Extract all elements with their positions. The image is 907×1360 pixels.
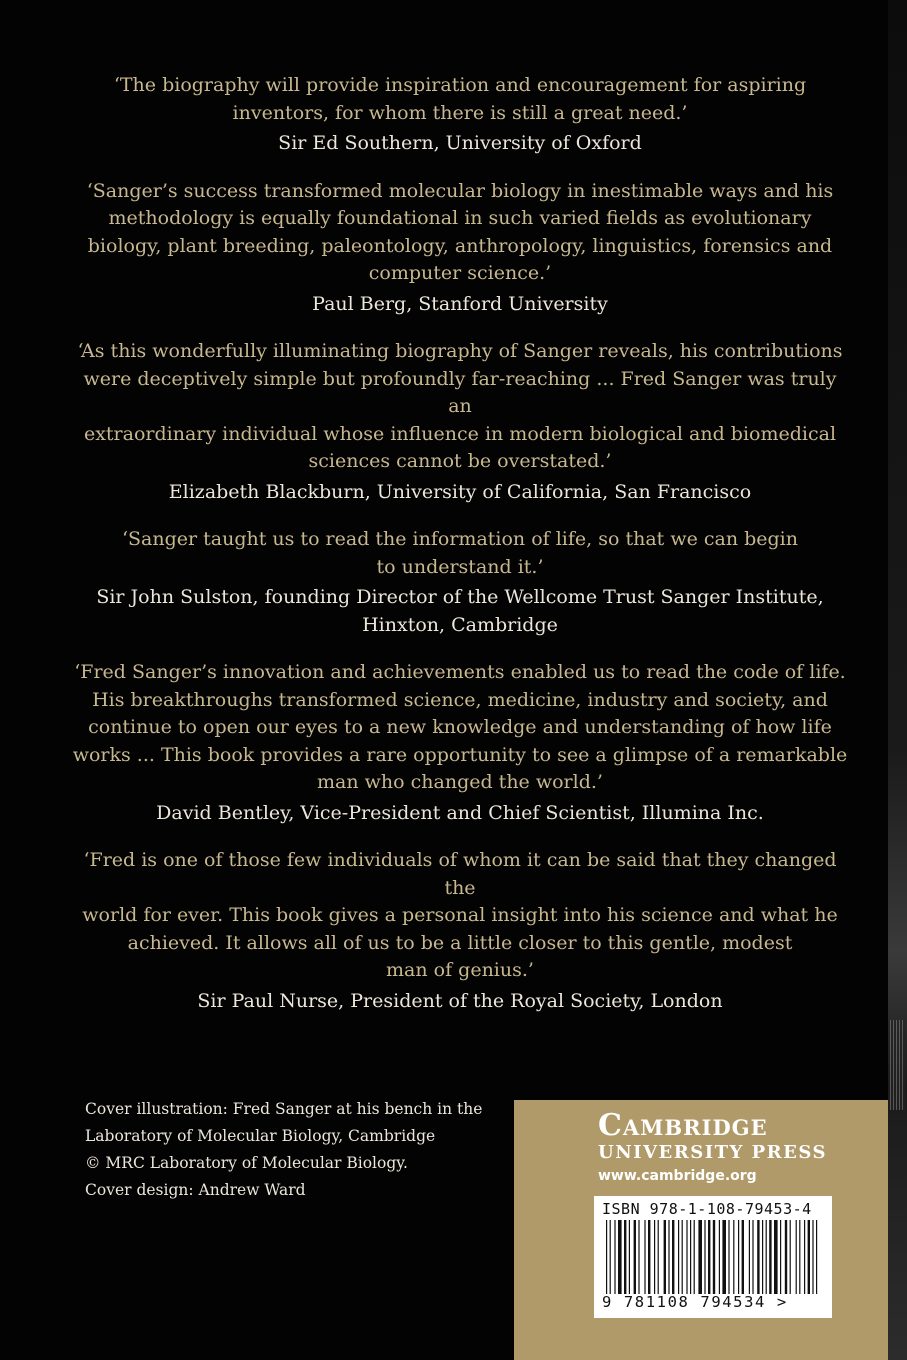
adjacent-spine-edge bbox=[888, 0, 907, 1360]
barcode-bar bbox=[780, 1220, 781, 1294]
spine-photo-fragment bbox=[890, 1020, 905, 1110]
endorsement-quotes bbox=[70, 72, 850, 1035]
barcode-bar bbox=[638, 1220, 639, 1294]
barcode-bar bbox=[610, 1220, 611, 1294]
barcode-bar bbox=[648, 1220, 650, 1294]
quote-line: methodology is equally foundational in such varied fields as evolutionary bbox=[108, 207, 812, 229]
barcode-bar bbox=[713, 1220, 715, 1294]
credit-line: Cover illustration: Fred Sanger at his bench in the bbox=[85, 1100, 483, 1118]
barcode-bar bbox=[618, 1220, 622, 1294]
quote-author bbox=[70, 800, 850, 828]
quote-line: biology, plant breeding, paleontology, anthropology, linguistics, forensics and bbox=[87, 234, 833, 257]
quote-author-line: Sir Ed Southern, University of Oxford bbox=[278, 132, 642, 154]
quote-line: computer science.’ bbox=[368, 262, 552, 284]
barcode-bar bbox=[624, 1220, 626, 1294]
barcode-bar bbox=[816, 1220, 817, 1294]
publisher-press-label: UNIVERSITY PRESS bbox=[598, 1142, 827, 1163]
quote-line: His breakthroughs transformed science, medicine, industry and society, and bbox=[92, 688, 828, 711]
barcode-digits: 9 781108 794534 > bbox=[602, 1293, 788, 1311]
quote-line: ‘As this wonderfully illuminating biography of Sanger reveals, his contributions bbox=[77, 340, 843, 362]
quote-line: ‘Fred is one of those few individuals of whom it can be said that they changed the bbox=[83, 849, 837, 899]
quote-line: achieved. It allows all of us to be a little closer to this gentle, modest bbox=[127, 931, 793, 954]
quote-author bbox=[70, 479, 850, 507]
barcode-bar bbox=[733, 1220, 734, 1294]
barcode-bar bbox=[704, 1220, 705, 1294]
quote-line: were deceptively simple but profoundly far-reaching ... Fred Sanger was truly an bbox=[83, 367, 837, 417]
quote-text bbox=[70, 178, 850, 288]
barcode-bar bbox=[629, 1220, 630, 1294]
barcode-bar bbox=[708, 1220, 710, 1294]
barcode-bar bbox=[698, 1220, 702, 1294]
quote-line: ‘Fred Sanger’s innovation and achievements enabled us to read the code of life. bbox=[74, 661, 846, 683]
barcode-bar bbox=[796, 1220, 797, 1294]
barcode-bar bbox=[606, 1220, 607, 1294]
quote-author-line: Paul Berg, Stanford University bbox=[312, 292, 608, 315]
quote-line: man of genius.’ bbox=[386, 959, 534, 981]
quote-author-line: Sir Paul Nurse, President of the Royal Society, London bbox=[197, 989, 723, 1012]
quote-block bbox=[70, 847, 850, 1015]
quote-line: world for ever. This book gives a personal insight into his science and what he bbox=[82, 904, 838, 926]
quote-line: to understand it.’ bbox=[376, 555, 544, 578]
barcode-bar bbox=[774, 1220, 778, 1294]
quote-author bbox=[70, 584, 850, 639]
quote-text bbox=[70, 72, 850, 127]
quote-author-line: Hinxton, Cambridge bbox=[362, 613, 558, 636]
quote-author-line: David Bentley, Vice-President and Chief Scientist, Illumina Inc. bbox=[156, 801, 764, 824]
barcode-bar bbox=[812, 1220, 813, 1294]
quote-block bbox=[70, 72, 850, 158]
quote-author-line: Elizabeth Blackburn, University of California, San Francisco bbox=[168, 480, 752, 503]
barcode-bar bbox=[654, 1220, 655, 1294]
cover-credits bbox=[85, 1096, 505, 1204]
quote-line: continue to open our eyes to a new knowledge and understanding of how life bbox=[88, 716, 832, 738]
barcode-bar bbox=[722, 1220, 726, 1294]
barcode-bar bbox=[742, 1220, 744, 1294]
barcode-bar bbox=[769, 1220, 771, 1294]
barcode-bar bbox=[728, 1220, 729, 1294]
barcode-bar bbox=[749, 1220, 750, 1294]
quote-author bbox=[70, 291, 850, 319]
barcode-bar bbox=[668, 1220, 669, 1294]
quote-line: works ... This book provides a rare opportunity to see a glimpse of a remarkable bbox=[72, 743, 848, 766]
barcode-bar bbox=[664, 1220, 666, 1294]
barcode-bar bbox=[757, 1220, 759, 1294]
barcode-bar bbox=[804, 1220, 805, 1294]
quote-line: sciences cannot be overstated.’ bbox=[308, 450, 612, 472]
quote-block bbox=[70, 178, 850, 319]
credit-line: Cover design: Andrew Ward bbox=[85, 1181, 306, 1199]
barcode-bar bbox=[672, 1220, 674, 1294]
quote-author bbox=[70, 130, 850, 158]
quote-line: man who changed the world.’ bbox=[317, 771, 603, 793]
quote-block bbox=[70, 659, 850, 827]
publisher-name: Cambridge bbox=[598, 1108, 768, 1143]
credit-line: Laboratory of Molecular Biology, Cambridge bbox=[85, 1127, 436, 1145]
quote-line: ‘Sanger’s success transformed molecular biology in inestimable ways and his bbox=[86, 179, 834, 202]
isbn-barcode-box bbox=[594, 1196, 832, 1318]
isbn-label: ISBN 978-1-108-79453-4 bbox=[602, 1200, 812, 1218]
credit-line: © MRC Laboratory of Molecular Biology. bbox=[85, 1154, 408, 1172]
barcode-bar bbox=[634, 1220, 636, 1294]
barcode-bar bbox=[682, 1220, 683, 1294]
barcode-bar bbox=[719, 1220, 720, 1294]
barcode-bar bbox=[766, 1220, 767, 1294]
quote-line: extraordinary individual whose influence in modern biological and biomedical bbox=[83, 422, 837, 445]
barcode-bar bbox=[762, 1220, 763, 1294]
barcode-bar bbox=[790, 1220, 791, 1294]
barcode-bar bbox=[738, 1220, 739, 1294]
barcode-bar bbox=[644, 1220, 645, 1294]
quote-block bbox=[70, 526, 850, 639]
publisher-url[interactable]: www.cambridge.org bbox=[598, 1168, 757, 1184]
quote-block bbox=[70, 338, 850, 506]
barcode-bar bbox=[678, 1220, 679, 1294]
barcode-bar bbox=[799, 1220, 800, 1294]
quote-text bbox=[70, 338, 850, 476]
quote-text bbox=[70, 526, 850, 581]
barcode-bar bbox=[785, 1220, 787, 1294]
quote-text bbox=[70, 847, 850, 985]
quote-author-line: Sir John Sulston, founding Director of the Wellcome Trust Sanger Institute, bbox=[96, 586, 824, 608]
quote-text bbox=[70, 659, 850, 797]
barcode-bar bbox=[658, 1220, 659, 1294]
quote-author bbox=[70, 988, 850, 1016]
quote-line: inventors, for whom there is still a great need.’ bbox=[232, 101, 688, 124]
barcode-icon bbox=[602, 1220, 824, 1294]
barcode-bar bbox=[686, 1220, 687, 1294]
barcode-bar bbox=[614, 1220, 615, 1294]
barcode-bar bbox=[690, 1220, 691, 1294]
quote-line: ‘The biography will provide inspiration and encouragement for aspiring bbox=[113, 74, 807, 96]
barcode-bar bbox=[808, 1220, 810, 1294]
barcode-bar bbox=[694, 1220, 695, 1294]
publisher-panel bbox=[514, 1100, 888, 1360]
barcode-bar bbox=[752, 1220, 753, 1294]
quote-line: ‘Sanger taught us to read the information of life, so that we can begin bbox=[121, 528, 798, 550]
